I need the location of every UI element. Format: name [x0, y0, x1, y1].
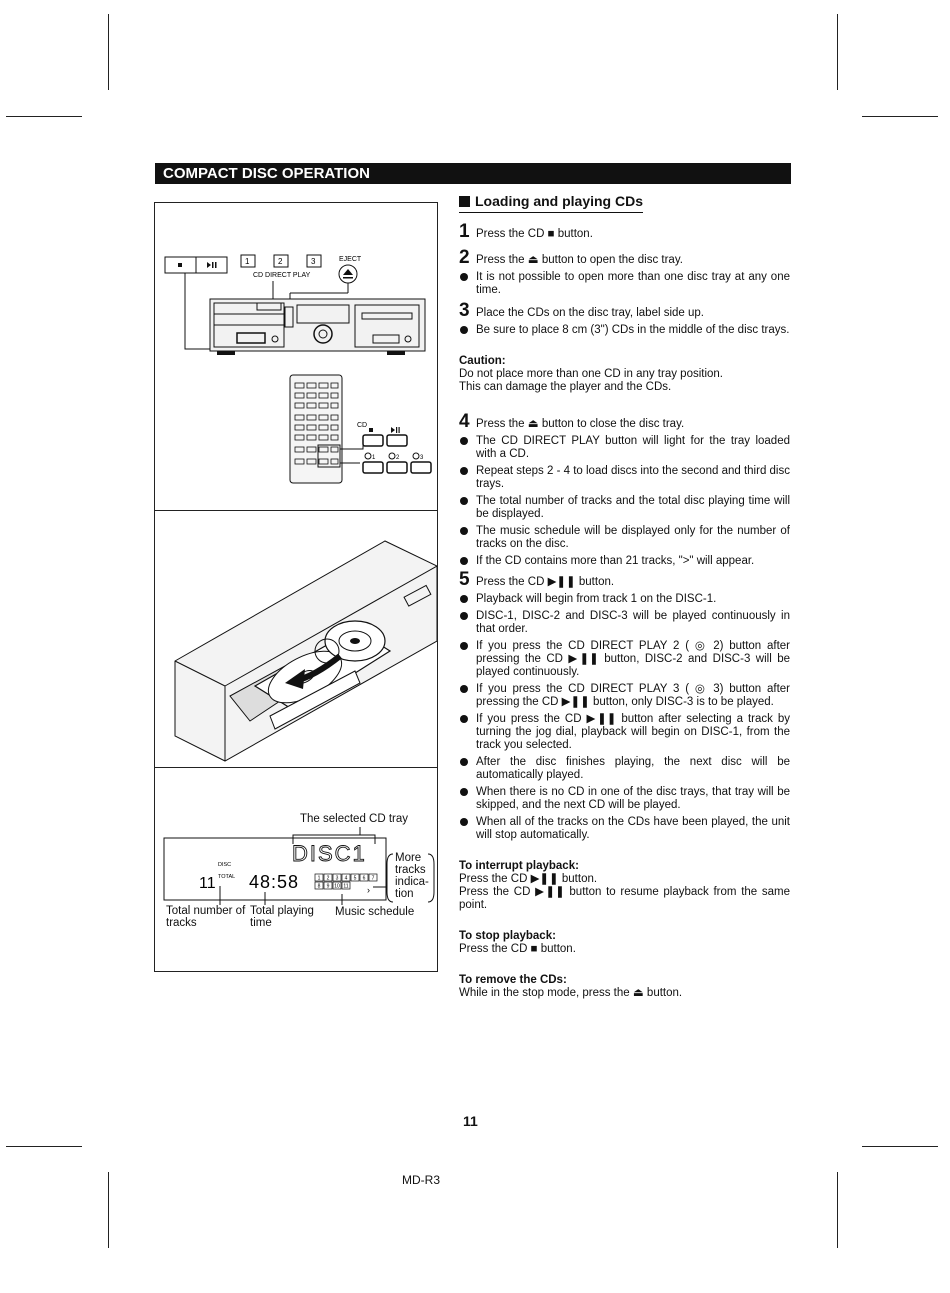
section-header: COMPACT DISC OPERATION: [155, 163, 791, 184]
schedule-number: 4: [344, 875, 348, 882]
disc-tray-illustration: [155, 511, 437, 767]
interrupt-note: To interrupt playback: Press the CD ▶❚❚ button. Press the CD ▶❚❚ button to resume playback from the same point.: [459, 860, 790, 911]
schedule-number: 6: [362, 875, 366, 882]
section-title: Loading and playing CDs: [459, 195, 643, 213]
list-item: Be sure to place 8 cm (3") CDs in the middle of the disc trays.: [459, 324, 790, 337]
more-tracks-symbol: ›: [367, 885, 370, 895]
list-item: If you press the CD DIRECT PLAY 3 ( ◎ 3) button after pressing the CD ▶❚❚ button, only DISC-3 is to be played.: [459, 683, 790, 709]
cd-direct-play-2-label: 2: [278, 257, 283, 266]
total-time-readout: 48:58: [249, 872, 300, 892]
remote-c2-label: 2: [396, 455, 400, 461]
more-tracks-label: More tracks indica- tion: [395, 852, 429, 900]
list-item: After the disc finishes playing, the next disc will be automatically played.: [459, 756, 790, 782]
crop-mark: [862, 116, 938, 117]
list-item: Repeat steps 2 - 4 to load discs into the second and third disc trays.: [459, 465, 790, 491]
schedule-number: 2: [326, 875, 330, 882]
remote-c3-label: 3: [420, 455, 424, 461]
list-item: DISC-1, DISC-2 and DISC-3 will be played continuously in that order.: [459, 610, 790, 636]
crop-mark: [837, 14, 838, 90]
caution-note: Caution: Do not place more than one CD in any tray position. This can damage the player and the CDs.: [459, 355, 724, 393]
eject-label: EJECT: [339, 256, 362, 263]
schedule-number: 1: [317, 875, 321, 882]
list-item: The total number of tracks and the total disc playing time will be displayed.: [459, 495, 790, 521]
schedule-number: 9: [326, 883, 330, 890]
disc-small-label: DISC: [218, 862, 232, 868]
step-3: 3 Place the CDs on the disc tray, label side up.: [459, 300, 704, 321]
square-bullet-icon: [459, 196, 470, 207]
crop-mark: [862, 1146, 938, 1147]
step-1: 1 Press the CD ■ button.: [459, 221, 593, 242]
crop-mark: [108, 14, 109, 90]
cd-direct-play-label: CD DIRECT PLAY: [253, 272, 311, 279]
schedule-number: 10: [334, 883, 340, 890]
model-number: MD-R3: [402, 1173, 440, 1187]
figure-panel: [154, 202, 438, 972]
schedule-number: 3: [335, 875, 339, 882]
instructions-column: [459, 195, 790, 1000]
step-2: 2 Press the ⏏ button to open the disc tray.: [459, 247, 683, 268]
disc-readout: DISC1: [292, 841, 367, 866]
crop-mark: [6, 1146, 82, 1147]
schedule-number: 8: [317, 883, 321, 890]
crop-mark: [108, 1172, 109, 1248]
schedule-number: 5: [353, 875, 357, 882]
schedule-number: 11: [343, 883, 349, 890]
remote-c1-label: 1: [372, 455, 376, 461]
step-5: 5 Press the CD ▶❚❚ button.: [459, 569, 615, 590]
list-item: If you press the CD ▶❚❚ button after selecting a track by turning the jog dial, playback will begin on DISC-1, from the track you selected.: [459, 713, 790, 752]
list-item: When all of the tracks on the CDs have been played, the unit will stop automatically.: [459, 816, 790, 842]
crop-mark: [837, 1172, 838, 1248]
front-panel-illustration: [155, 203, 437, 509]
list-item: If you press the CD DIRECT PLAY 2 ( ◎ 2) button after pressing the CD ▶❚❚ button, DISC-2 and DISC-3 will be played continuously.: [459, 640, 790, 679]
stop-note: To stop playback: Press the CD ■ button.: [459, 930, 576, 955]
music-schedule-label: Music schedule: [335, 906, 415, 918]
list-item: Playback will begin from track 1 on the DISC-1.: [459, 593, 790, 606]
total-small-label: TOTAL: [218, 874, 236, 880]
cd-direct-play-3-label: 3: [311, 257, 316, 266]
list-item: It is not possible to open more than one disc tray at any one time.: [459, 271, 790, 297]
page-number: 11: [463, 1113, 478, 1129]
schedule-number: 7: [371, 875, 375, 882]
list-item: The music schedule will be displayed only for the number of tracks on the disc.: [459, 525, 790, 551]
selected-tray-label: The selected CD tray: [300, 813, 409, 825]
cd-direct-play-1-label: 1: [245, 257, 250, 266]
list-item: If the CD contains more than 21 tracks, ">" will appear.: [459, 555, 790, 568]
step-4: 4 Press the ⏏ button to close the disc tray.: [459, 411, 685, 432]
total-tracks-label: Total number of tracks: [166, 905, 246, 929]
list-item: When there is no CD in one of the disc trays, that tray will be skipped, and the next CD will be played.: [459, 786, 790, 812]
total-time-label: Total playing time: [250, 905, 314, 929]
remote-cd-label: CD: [357, 422, 368, 429]
crop-mark: [6, 116, 82, 117]
list-item: The CD DIRECT PLAY button will light for the tray loaded with a CD.: [459, 435, 790, 461]
remove-note: To remove the CDs: While in the stop mode, press the ⏏ button.: [459, 974, 683, 999]
track-count-readout: 11: [199, 875, 216, 892]
